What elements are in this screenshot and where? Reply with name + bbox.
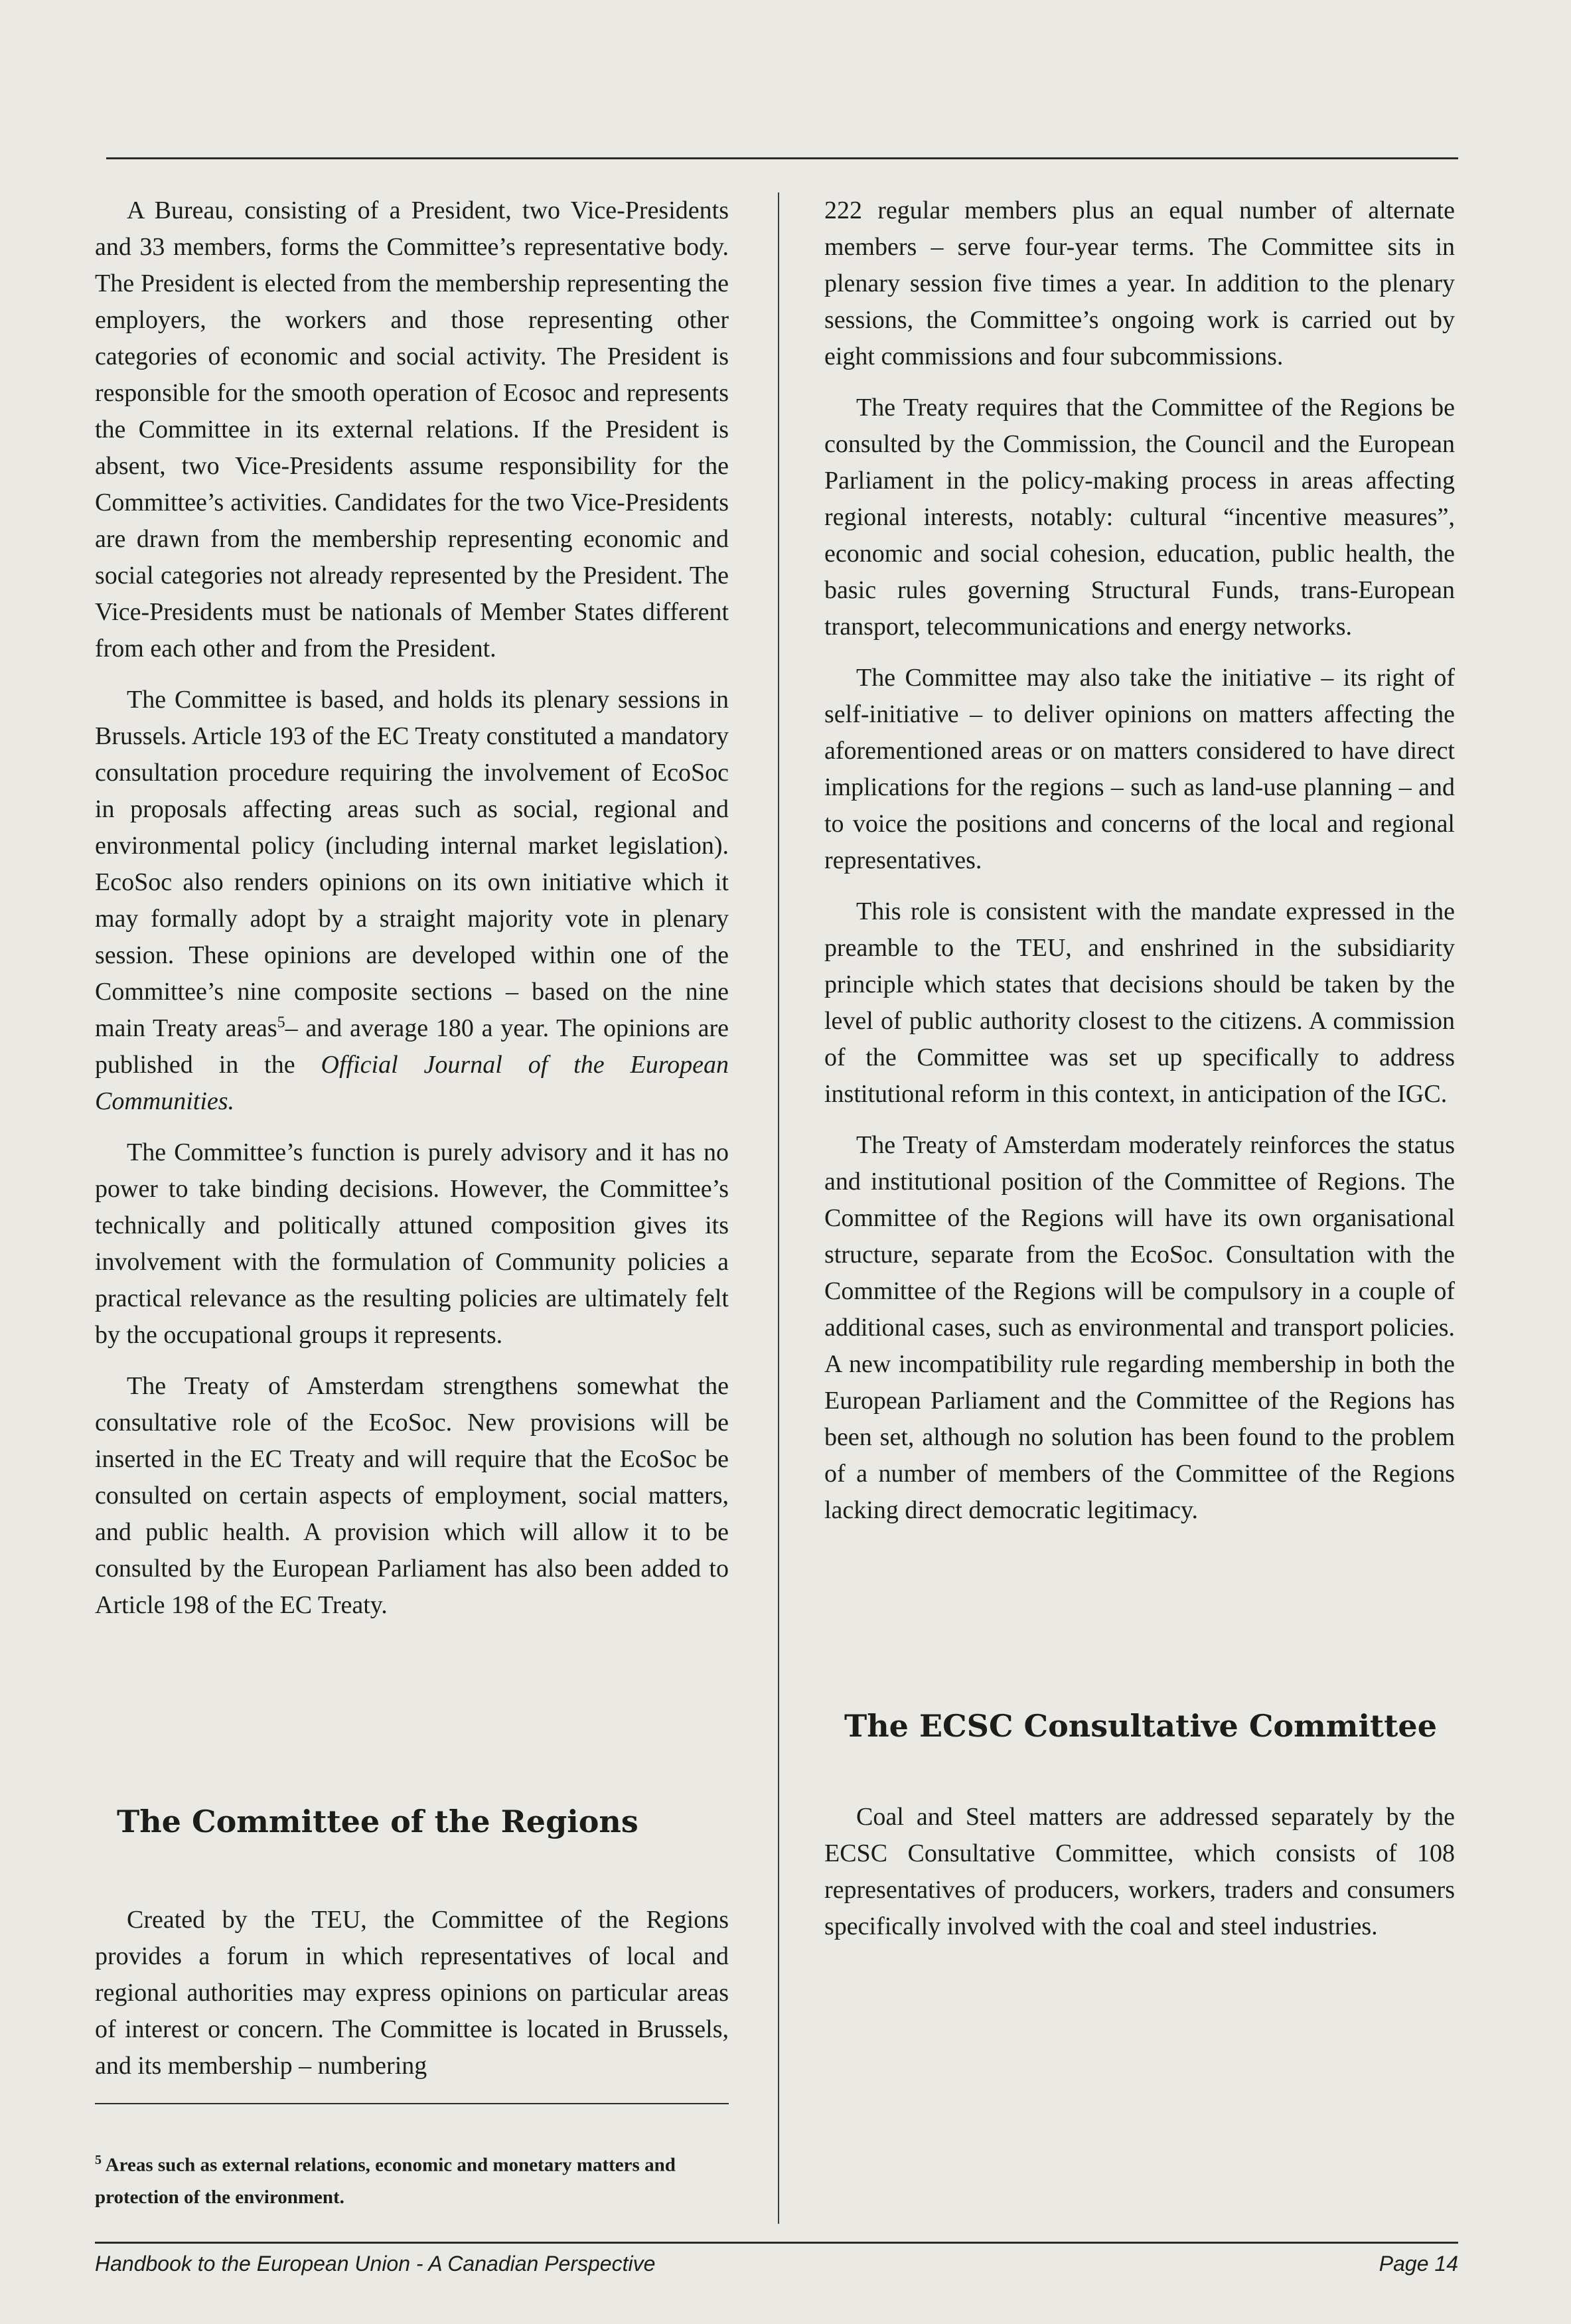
paragraph: Coal and Steel matters are addressed separately by the ECSC Consultative Committee, which consists of 108 representatives of producers, workers, traders and consumers specifically involved with the coal and steel industries. (824, 1803, 1455, 1940)
paragraph-text: The Committee is based, and holds its plenary sessions in Brussels. Article 193 of the EC Treaty constituted a mandatory consultation procedure requiring the involvement of EcoSoc in proposals affecting areas such as social, regional and environmental policy (including internal market legislation). EcoSoc also renders opinions on its own initiative which it may formally adopt by a straight majority vote in plenary session. These opinions are developed within one of the Committee’s nine composite sections – based on the nine main Treaty areas (95, 686, 729, 1042)
bottom-rule (95, 2242, 1458, 2244)
paragraph: The Treaty of Amsterdam moderately reinforces the status and institutional position of the Committee of Regions. The Committee of the Regions will have its own organisational structure, separate from the EcoSoc. Consultation with the Committee of the Regions will be compulsory in a couple of additional cases, such as environmental and transport policies. A new incompatibility rule regarding membership in both the European Parliament and the Committee of the Regions has been set, although no solution has been found to the problem of a number of members of the Committee of the Regions lacking direct democratic legitimacy. (824, 1131, 1455, 1524)
page-footer (95, 2252, 1458, 2276)
column-divider (778, 193, 779, 2224)
section-heading: The Committee of the Regions (117, 1804, 638, 1839)
paragraph: The Committee may also take the initiative – its right of self-initiative – to deliver opinions on matters affecting the aforementioned areas or on matters considered to have direct implications for the regions – such as land-use planning – and to voice the positions and concerns of the local and regional representatives. (824, 664, 1455, 874)
paragraph: This role is consistent with the mandate expressed in the preamble to the TEU, and enshrined in the subsidiarity principle which states that decisions should be taken by the level of public authority closest to the citizens. A commission of the Committee was set up specifically to address institutional reform in this context, in anticipation of the IGC. (824, 897, 1455, 1108)
left-column-lower (95, 1902, 729, 2099)
footnote-rule (95, 2103, 729, 2104)
paragraph: 222 regular members plus an equal number of alternate members – serve four-year terms. The Committee sits in plenary session five times a year. In addition to the plenary sessions, the Committee’s ongoing work is carried out by eight commissions and four subcommissions. (824, 196, 1455, 370)
footer-title: Handbook to the European Union - A Canadian Perspective (95, 2252, 656, 2276)
paragraph: The Committee’s function is purely advisory and it has no power to take binding decisions. However, the Committee’s technically and politically attuned composition gives its involvement with the formulation of Community policies a practical relevance as the resulting policies are ultimately felt by the occupational groups it represents. (95, 1138, 729, 1349)
footnote-mark: 5 (95, 2153, 102, 2167)
paragraph-text: – and average 180 a year. The opinions are published in the (95, 1014, 729, 1079)
left-column (95, 193, 729, 1638)
footnote-text: Areas such as external relations, economic and monetary matters and protection of the environment. (95, 2154, 676, 2208)
top-rule (106, 157, 1458, 159)
footnote-reference: 5 (277, 1014, 285, 1032)
right-column-lower (824, 1799, 1455, 1960)
page-number: Page 14 (1379, 2252, 1458, 2276)
journal-title: Official Journal of the European Communities. (95, 1051, 729, 1115)
right-column (824, 193, 1455, 1543)
paragraph (95, 682, 729, 1120)
section-heading: The ECSC Consultative Committee (844, 1708, 1437, 1744)
paragraph: The Treaty requires that the Committee of the Regions be consulted by the Commission, the Council and the European Parliament in the policy-making process in areas affecting regional interests, notably: cultural “incentive measures”, economic and social cohesion, education, public health, the basic rules governing Structural Funds, trans-European transport, telecommunications and energy networks. (824, 394, 1455, 641)
paragraph: Created by the TEU, the Committee of the Regions provides a forum in which representatives of local and regional authorities may express opinions on particular areas of interest or concern. The Committee is located in Brussels, and its membership – numbering (95, 1906, 729, 2080)
footnote (95, 2144, 752, 2213)
paragraph: The Treaty of Amsterdam strengthens somewhat the consultative role of the EcoSoc. New provisions will be inserted in the EC Treaty and will require that the EcoSoc be consulted on certain aspects of employment, social matters, and public health. A provision which will allow it to be consulted by the European Parliament has also been added to Article 198 of the EC Treaty. (95, 1372, 729, 1619)
paragraph: A Bureau, consisting of a President, two Vice-Presidents and 33 members, forms the Committee’s representative body. The President is elected from the membership representing the employers, the workers and those representing other categories of economic and social activity. The President is responsible for the smooth operation of Ecosoc and represents the Committee in its external relations. If the President is absent, two Vice-Presidents assume responsibility for the Committee’s activities. Candidates for the two Vice-Presidents are drawn from the membership representing economic and social categories not already represented by the President. The Vice-Presidents must be nationals of Member States different from each other and from the President. (95, 196, 729, 662)
